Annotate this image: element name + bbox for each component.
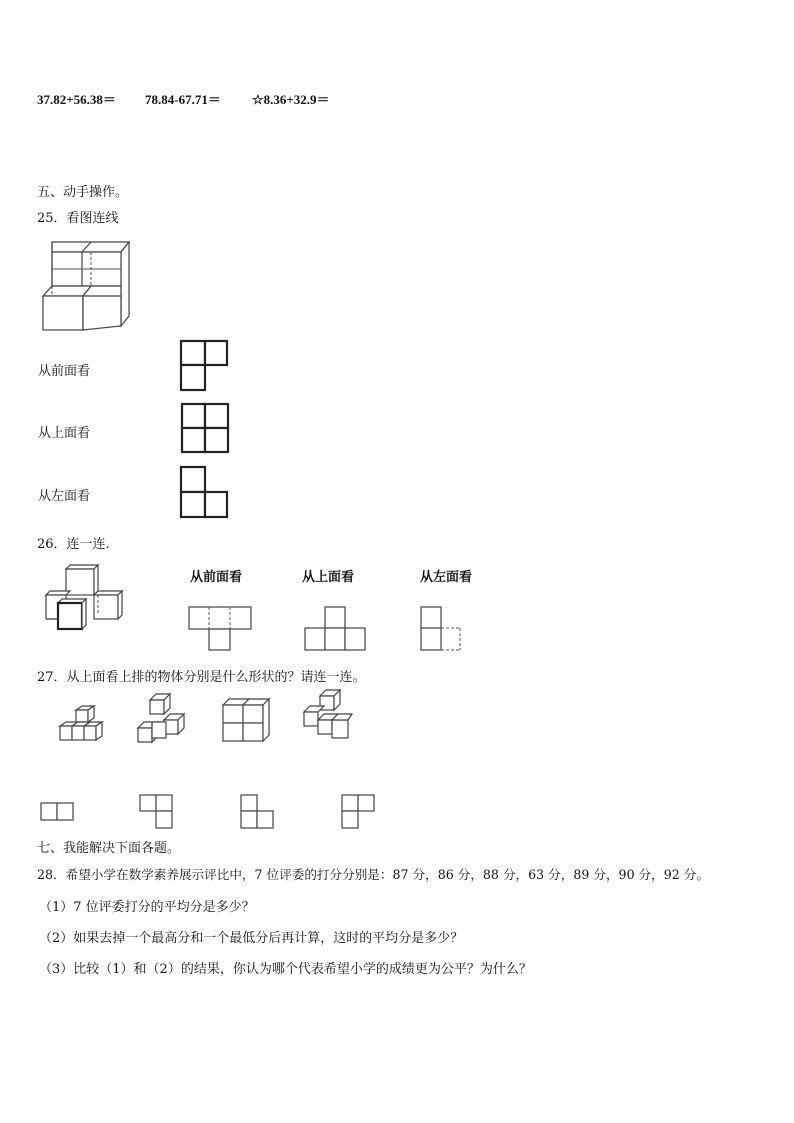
q27-title: 27．从上面看上排的物体分别是什么形状的？请连一连。 [37,670,366,685]
q26-view-shape-front [188,606,254,652]
q28-sub2: （2）如果去掉一个最高分和一个最低分后再计算，这时的平均分是多少？ [39,931,464,946]
calc-expr-3: ☆8.36+32.9＝ [252,92,330,107]
q25-view-top-label: 从上面看 [38,426,91,441]
q27-shape-d [341,794,379,830]
q27-object-1 [56,706,106,744]
q27-shape-a [40,802,76,822]
q27-shape-b [139,794,177,830]
q27-object-3 [221,697,271,743]
q25-view-shape-1 [180,340,230,392]
q25-view-shape-2 [181,403,231,455]
q25-view-shape-3 [180,466,230,520]
section-5-title: 五、动手操作。 [37,185,129,200]
q26-view-left-label: 从左面看 [420,570,473,585]
q25-solid-figure [38,234,133,334]
q26-solid-figure [42,565,124,633]
q28-sub1: （1）7 位评委打分的平均分是多少？ [39,900,255,915]
section-7-title: 七、我能解决下面各题。 [37,841,181,856]
calc-expr-2: 78.84-67.71＝ [145,92,221,107]
q27-shape-c [240,794,278,830]
q26-title: 26．连一连. [37,537,110,552]
q25-view-left-label: 从左面看 [38,489,91,504]
q28-sub3: （3）比较（1）和（2）的结果，你认为哪个代表希望小学的成绩更为公平？为什么？ [39,962,532,977]
q26-view-shape-left [420,606,464,652]
q27-object-4 [300,690,354,744]
calc-expr-1: 37.82+56.38＝ [37,92,116,107]
q28-title: 28．希望小学在数学素养展示评比中，7 位评委的打分分别是：87 分，86 分，88 分，63 分，89 分，90 分，92 分。 [37,867,709,882]
q26-view-shape-top [304,606,368,652]
q25-view-front-label: 从前面看 [38,364,91,379]
q27-object-2 [136,694,188,746]
q25-title: 25．看图连线 [37,211,119,226]
q26-view-front-label: 从前面看 [190,570,243,585]
q26-view-top-label: 从上面看 [302,570,355,585]
